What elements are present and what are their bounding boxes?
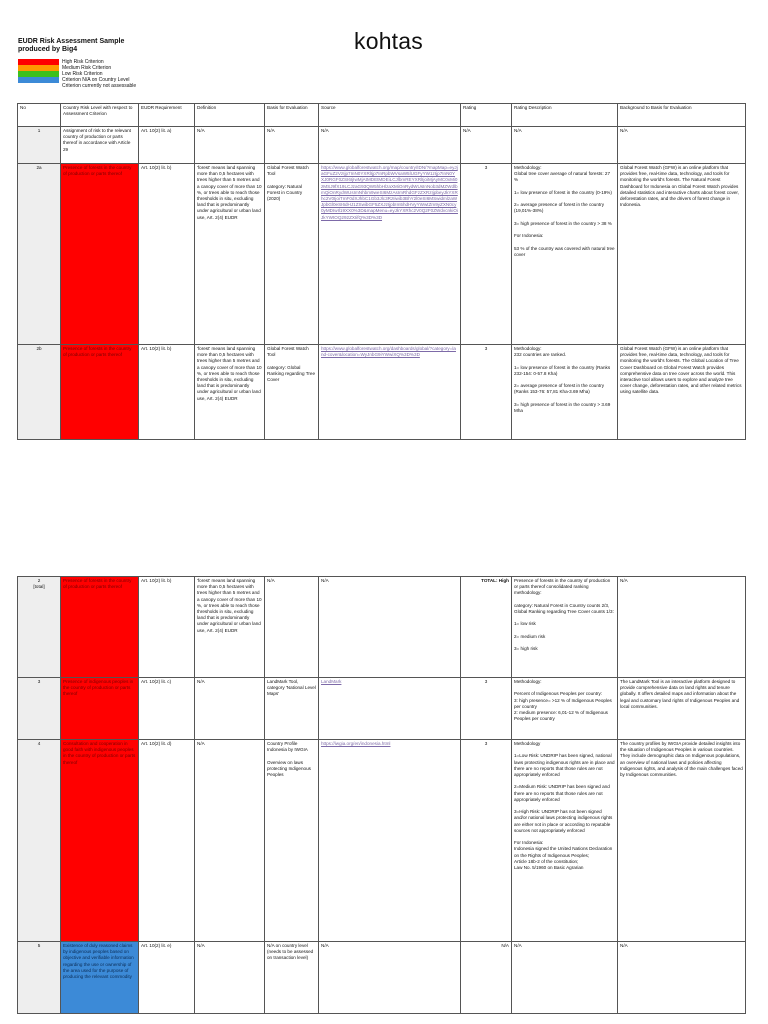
cell-rating-description: Methodology: Percent of Indigenous Peoples per country: 3: high presence= >12 % of Indigenous Peoples per country 2: medium presence: 6,01-12 % of Indigenous Peoples per country xyxy=(512,678,618,740)
legend-label: Criterion N/A on Country Level xyxy=(62,77,130,83)
col-header-source: Source xyxy=(319,104,461,127)
cell-basis: Global Forest Watch Tool category: Global Ranking regarding Tree Cover xyxy=(265,345,319,440)
cell-source xyxy=(319,740,461,942)
cell-requirement: Art. 10(2) lit. a) xyxy=(139,127,195,164)
cell-requirement: Art. 10(2) lit. c) xyxy=(139,678,195,740)
cell-background: N/A xyxy=(618,942,746,1014)
source-link[interactable]: LandMark xyxy=(321,679,342,684)
cell-criterion: Consultation and cooperation in good faith with indigenous peoples in the country of production or parts thereof xyxy=(61,740,139,942)
cell-definition: N/A xyxy=(195,127,265,164)
cell-criterion: Presence of forests in the country of production or parts thereof xyxy=(61,345,139,440)
table-row xyxy=(18,345,746,440)
risk-table-bottom xyxy=(17,576,746,1014)
cell-background: Global Forest Watch (GFW) is an online platform that provides free, real-time data, technology, and tools for monitoring the world's forests. The Natural Forest Dashboard for Indonesia on Global Forest Watch provides detailed statistics and interactive charts about forest cover, deforestation rates, and the drivers of forest change in Indonesia. xyxy=(618,164,746,345)
cell-rating: 3 xyxy=(461,740,512,942)
cell-source: N/A xyxy=(319,942,461,1014)
cell-definition: 'forest' means land spanning more than 0,5 hectares with trees higher than 5 metres and a canopy cover of more than 10 %, or trees able to reach those thresholds in situ, excluding land that is predominantly under agricultural or urban land use, Art. 2(4) EUDR xyxy=(195,164,265,345)
risk-table-top xyxy=(17,103,746,440)
cell-definition: N/A xyxy=(195,678,265,740)
cell-requirement: Art. 10(2) lit. d) xyxy=(139,740,195,942)
cell-no: 2 [total] xyxy=(18,577,61,678)
cell-source xyxy=(319,678,461,740)
cell-no: 1 xyxy=(18,127,61,164)
cell-rating-description: N/A xyxy=(512,127,618,164)
cell-rating-description: Methodology 1=Low Risk: UNDRIP has been signed, national laws protecting indigenous rights are in place and there are no reports that those rules are not appropriately enforced 2=Medium Risk: UNDRIP has been signed and there are no reports that those rules are not appropriately enforced 3=High Risk: UNDRIP has not been signed and/or national laws protecting indigenous rights are either not in place or according to reputable sources not appropriately enforced For Indonesia: Indonesia signed the United Nations Declaration on the Rights of Indigenous Peoples; Article 18b-2 of the constitution; Law No. 5/1960 on Basic Agrarian xyxy=(512,740,618,942)
cell-criterion: Existence of duly reasoned claims by indigenous peoples based on objective and verifiable information regarding the use or ownership of the area used for the purpose of producing the relevant commodity xyxy=(61,942,139,1014)
cell-definition: N/A xyxy=(195,942,265,1014)
table-row xyxy=(18,740,746,942)
cell-rating-description: Methodology: 232 countries are ranked. 1= low presence of forest in the country (Ranks 232-154: 0-57.8 Kha) 2= average presence of forest in the country (Ranks 153-76: 57,81 Kha-3.69 Mha) 3= high presence of forest in the country > 3.69 Mha xyxy=(512,345,618,440)
cell-rating: 3 xyxy=(461,345,512,440)
source-link[interactable]: https://www.globalforestwatch.org/map/country/IDN/?mapMap=eyJjaGFuZ2VzIjp7InN0YXRlIjp7InRpbWVsaW5lUGFyYW1zIjp7InN0YXJ0RGF0ZSI6IjIwMjAtMDEtMDEiLCJlbmREYXRlIjoiMjAyMC0xMi0zMSJ9fX19LCJzaG93QW5hbHlzaXMiOnRydWUsInNob3dMZWdlbmQiOnRydWUsImNhbm9weSI6MzAsImRhdGFzZXRzIjpbeyJkYXRhc2V0IjoiTmF0dXJhbC1Gb3Jlc3RzIiwib3BhY2l0eSI6MSwidmlzaWJpbGl0eSI6dHJ1ZSwibGF5ZXJzIjpbIm5hdHVyYWwtZm9yZXN0cy0yMDIwIl19XX0%3D&mapMenu=eyJkYXRhc2V0Q2F0ZWdvcnkiOiJkYWtOQ292ZXIifQ%3D%3D xyxy=(321,165,458,220)
cell-source xyxy=(319,164,461,345)
legend-item-not-assessable xyxy=(18,83,136,89)
table-row xyxy=(18,942,746,1014)
cell-basis: Global Forest Watch Tool category: Natural Forest in Country (2020) xyxy=(265,164,319,345)
cell-criterion: Presence of indigenous peoples in the country of production or parts thereof xyxy=(61,678,139,740)
legend-swatch-white xyxy=(18,83,59,89)
cell-background: N/A xyxy=(618,577,746,678)
cell-basis: Country Profile Indonesia by IWGIA Overview on laws protecting Indigenous Peoples xyxy=(265,740,319,942)
cell-rating: 3 xyxy=(461,164,512,345)
cell-no: 2b xyxy=(18,345,61,440)
col-header-rating: Rating xyxy=(461,104,512,127)
cell-basis: N/A xyxy=(265,127,319,164)
legend-label: Medium Risk Criterion xyxy=(62,65,112,71)
legend-label: Low Risk Criterion xyxy=(62,71,103,77)
cell-requirement: Art. 10(2) lit. e) xyxy=(139,942,195,1014)
cell-criterion: Assignment of risk to the relevant country of production or parts thereof in accordance with Article 29 xyxy=(61,127,139,164)
cell-rating: TOTAL: High xyxy=(461,577,512,678)
cell-requirement: Art. 10(2) lit. b) xyxy=(139,164,195,345)
table-header-row xyxy=(18,104,746,127)
cell-criterion: Presence of forests in the country of production or parts thereof xyxy=(61,164,139,345)
cell-rating-description: Presence of forests in the country of production or parts thereof consolidated ranking methodology: category: Natural Forest in Country counts 2/3, Global Ranking regarding Tree Cover counts 1/3: 1= low risk 2= medium risk 3= high risk xyxy=(512,577,618,678)
col-header-background: Background to Basis for Evaluation xyxy=(618,104,746,127)
col-header-no: No xyxy=(18,104,61,127)
cell-basis: N/A on country level (needs to be assessed on transaction level) xyxy=(265,942,319,1014)
cell-rating-description: Methodology: Global tree cover average of natural forests: 27 % 1= low presence of forest in the country (0-19%) 2= average presence of forest in the country (19,01%-38%) 3= high presence of forest in the country > 38 % For Indonesia: 53 % of the country was covered with natural tree cover xyxy=(512,164,618,345)
cell-rating: 3 xyxy=(461,678,512,740)
table-row xyxy=(18,577,746,678)
cell-no: 5 xyxy=(18,942,61,1014)
cell-rating: N/A xyxy=(461,127,512,164)
legend-label: Criterion currently not assessable xyxy=(62,83,137,89)
col-header-requirement: EUDR Requirement xyxy=(139,104,195,127)
source-link[interactable]: https://iwgia.org/en/indonesia.html xyxy=(321,741,391,746)
cell-source: N/A xyxy=(319,127,461,164)
cell-no: 3 xyxy=(18,678,61,740)
cell-definition: 'forest' means land spanning more than 0,5 hectares with trees higher than 5 metres and a canopy cover of more than 10 %, or trees able to reach those thresholds in situ, excluding land that is predominantly under agricultural or urban land use, Art. 2(4) EUDR xyxy=(195,577,265,678)
cell-criterion: Presence of forests in the country of production or parts thereof xyxy=(61,577,139,678)
table-row xyxy=(18,164,746,345)
document-title xyxy=(18,38,124,54)
cell-basis: N/A xyxy=(265,577,319,678)
cell-background: N/A xyxy=(618,127,746,164)
cell-background: The LandMark Tool is an interactive platform designed to provide comprehensive data on land rights and tenure globally. It offers detailed maps and information about the legal and customary land rights of Indigenous Peoples and local communities. xyxy=(618,678,746,740)
risk-legend xyxy=(18,59,136,89)
table-row xyxy=(18,127,746,164)
cell-no: 4 xyxy=(18,740,61,942)
cell-requirement: Art. 10(2) lit. b) xyxy=(139,345,195,440)
cell-rating-description: N/A xyxy=(512,942,618,1014)
col-header-definition: Definition xyxy=(195,104,265,127)
table-row xyxy=(18,678,746,740)
cell-source xyxy=(319,345,461,440)
title-line-1: EUDR Risk Assessment Sample xyxy=(18,38,125,45)
source-link[interactable]: https://www.globalforestwatch.org/dashboards/global/?category=land-cover&location=WyJnbG9iYWwiXQ%3D%3D xyxy=(321,346,456,358)
brand-logo: kohtas xyxy=(354,28,423,54)
col-header-criterion: Country Risk Level with respect to Assessment Criterion xyxy=(61,104,139,127)
title-line-2: produced by Big4 xyxy=(18,46,78,53)
cell-definition: N/A xyxy=(195,740,265,942)
cell-source: N/A xyxy=(319,577,461,678)
cell-no: 2a xyxy=(18,164,61,345)
cell-rating: N/A xyxy=(461,942,512,1014)
cell-background: The country profiles by IWGIA provide detailed insights into the situation of Indigenous Peoples in various countries. They include demographic data on Indigenous populations, an overview of national laws and policies affecting Indigenous rights, and analysis of the main challenges faced by Indigenous communities. xyxy=(618,740,746,942)
cell-background: Global Forest Watch (GFW) is an online platform that provides free, real-time data, technology, and tools for monitoring the world's forests. The Global Location of Tree Cover Dashboard on Global Forest Watch provides comprehensive data on tree cover across the world. This interactive tool allows users to explore and analyze tree cover change, deforestation rates, and other related metrics using satellite data. xyxy=(618,345,746,440)
col-header-rating-description: Rating Description xyxy=(512,104,618,127)
legend-label: High Risk Criterion xyxy=(62,59,104,65)
cell-requirement: Art. 10(2) lit. b) xyxy=(139,577,195,678)
cell-basis: LandMark Tool, category 'National Level Maps' xyxy=(265,678,319,740)
col-header-basis: Basis for Evaluation xyxy=(265,104,319,127)
cell-definition: 'forest' means land spanning more than 0,5 hectares with trees higher than 5 metres and a canopy cover of more than 10 %, or trees able to reach those thresholds in situ, excluding land that is predominantly under agricultural or urban land use, Art. 2(4) EUDR xyxy=(195,345,265,440)
